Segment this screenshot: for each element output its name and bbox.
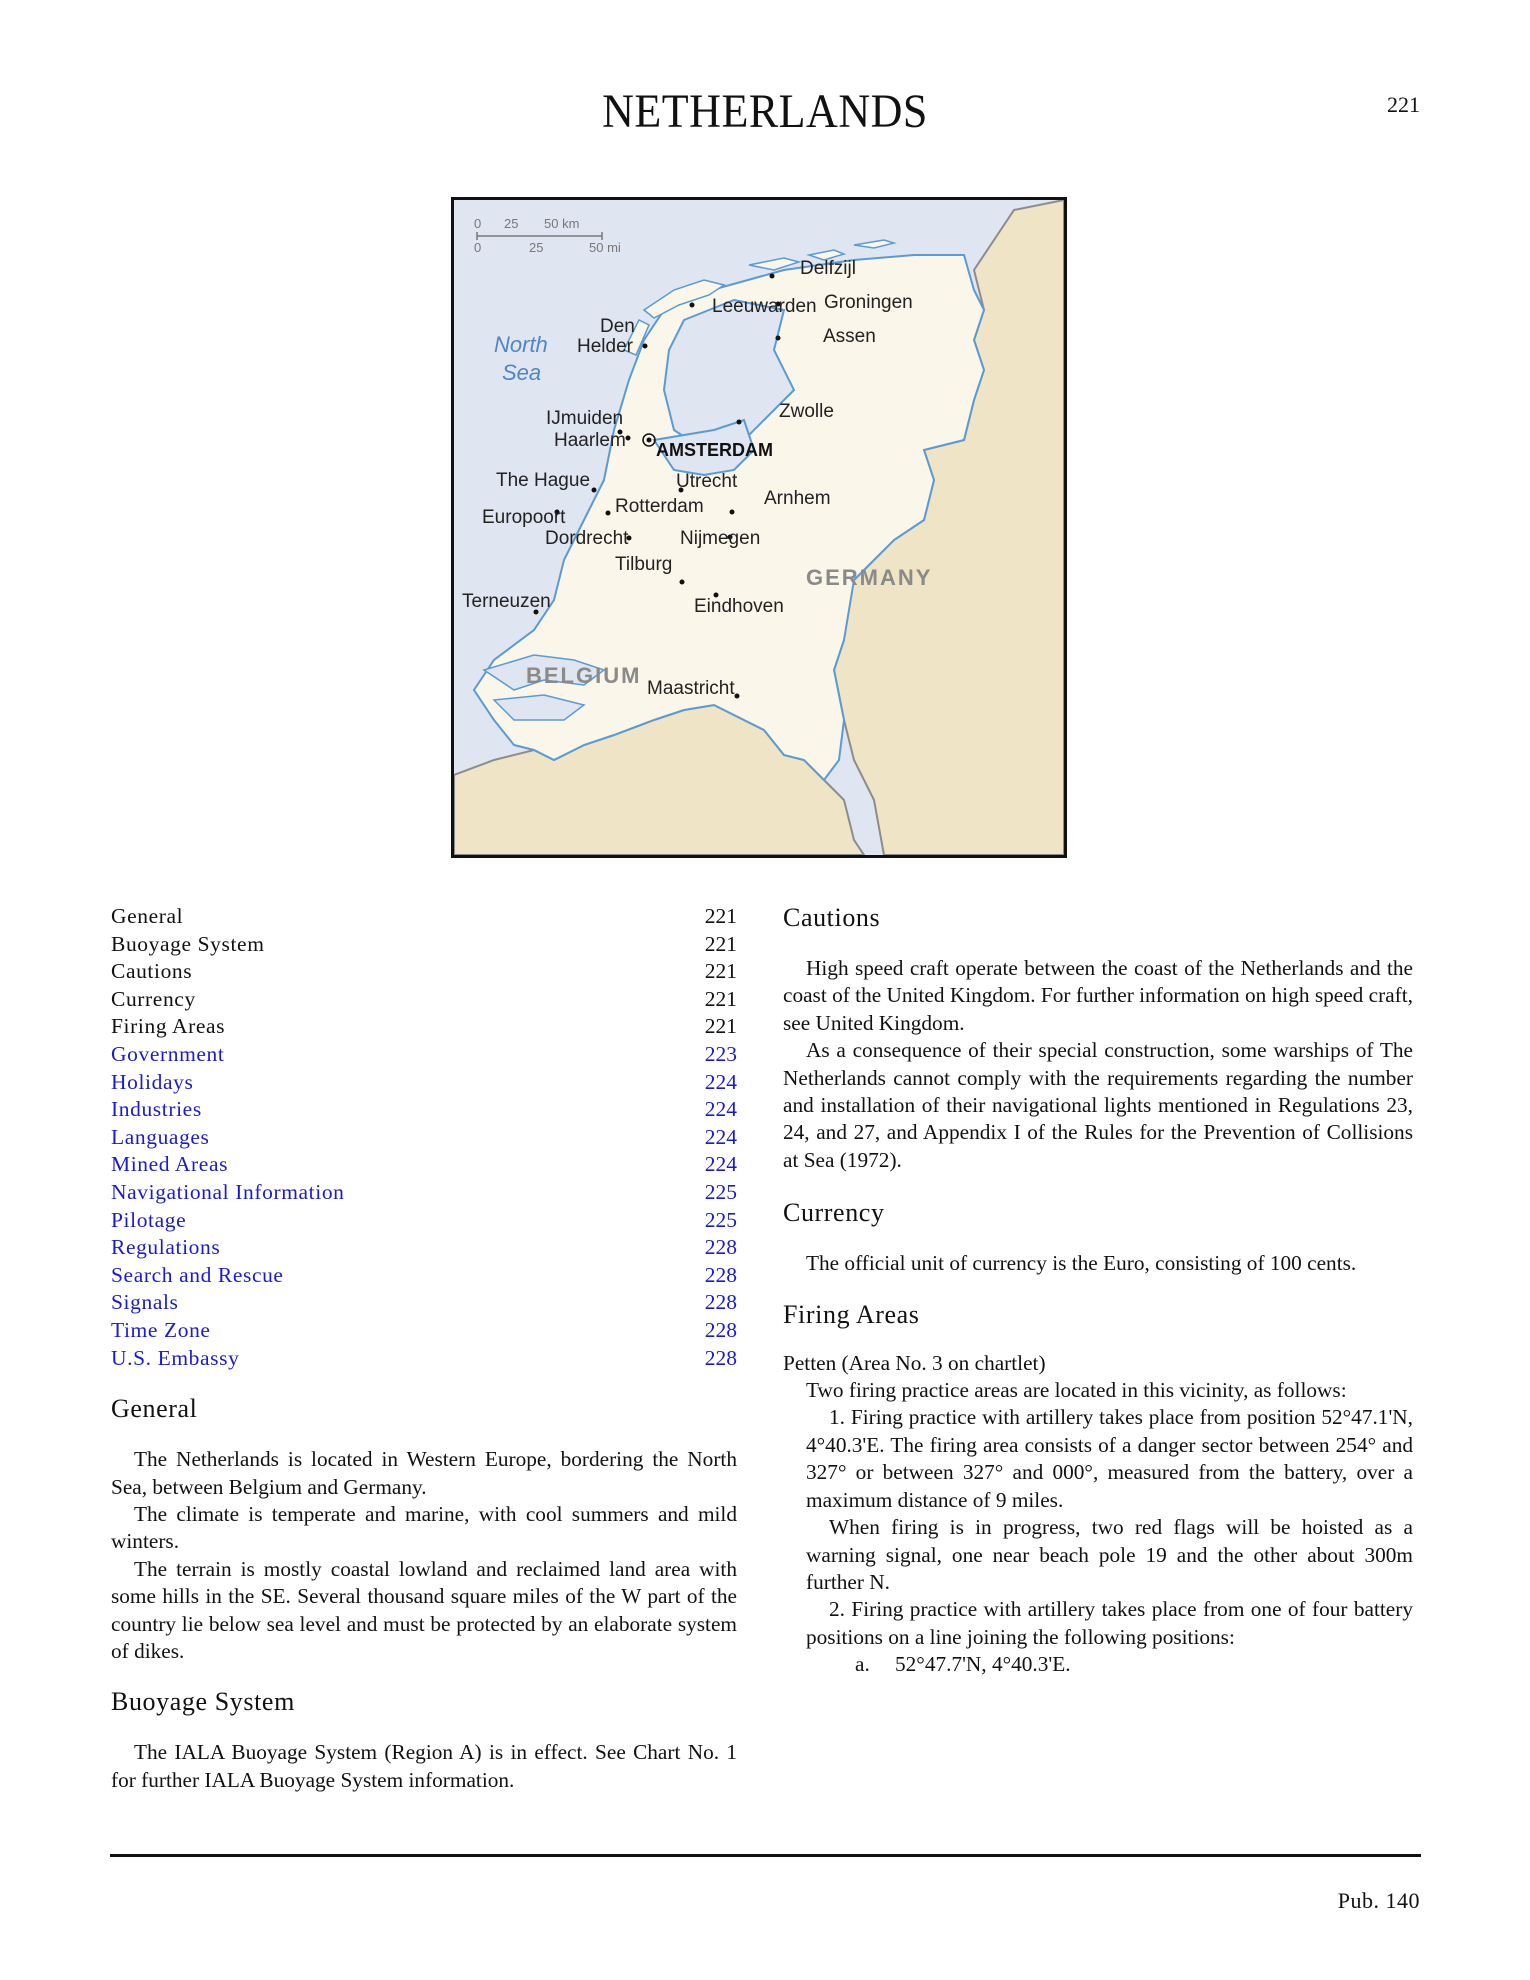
toc-link-government[interactable]: Government 223 <box>111 1041 737 1066</box>
page-title: NETHERLANDS <box>602 85 928 138</box>
svg-text:0: 0 <box>474 240 482 255</box>
right-column <box>783 903 1413 1679</box>
svg-text:Helder: Helder <box>577 336 633 357</box>
svg-text:Terneuzen: Terneuzen <box>462 591 551 612</box>
svg-text:Rotterdam: Rotterdam <box>615 496 704 517</box>
publication-label: Pub. 140 <box>1337 1888 1420 1913</box>
firing-area-item-1: 1. Firing practice with artillery takes place from position 52°47.1'N, 4°40.3'E. The firing area consists of a danger sector between 254° and 327° or between 327° and 000°, measured from the battery, over a maximum distance of 9 miles. <box>806 1405 1413 1512</box>
section-heading-firing-areas: Firing Areas <box>783 1299 920 1329</box>
toc-link-industries[interactable]: Industries 224 <box>111 1097 737 1122</box>
left-column <box>111 903 737 1794</box>
firing-areas-list <box>783 1404 1413 1651</box>
svg-text:Maastricht: Maastricht <box>647 678 735 699</box>
section-heading-general: General <box>111 1394 198 1424</box>
svg-text:Leeuwarden: Leeuwarden <box>712 296 817 317</box>
firing-area-item-1-note: When firing is in progress, two red flags will be hoisted as a warning signal, one near beach pole 19 and the other about 300m further N. <box>806 1515 1413 1594</box>
section-heading-buoyage: Buoyage System <box>111 1687 295 1717</box>
cautions-paragraph-1: High speed craft operate between the coast of the Netherlands and the coast of the United Kingdom. For further information on high speed craft, see United Kingdom. <box>783 956 1413 1035</box>
firing-area-item-2: 2. Firing practice with artillery takes place from one of four battery positions on a line joining the following positions: <box>806 1597 1413 1649</box>
section-heading-currency: Currency <box>783 1198 885 1228</box>
buoyage-paragraph-1: The IALA Buoyage System (Region A) is in effect. See Chart No. 1 for further IALA Buoyage System information. <box>111 1740 737 1792</box>
general-paragraph-2: The climate is temperate and marine, with cool summers and mild winters. <box>111 1501 737 1554</box>
svg-text:IJmuiden: IJmuiden <box>546 408 624 429</box>
cautions-paragraph-2: As a consequence of their special construction, some warships of The Netherlands cannot comply with the requirements regarding the number and installation of their navigational lights mentioned in Regulations 23, 24, and 27, and Appendix I of the Rules for the Prevention of Collisions at Sea (1972). <box>783 1038 1413 1172</box>
svg-text:Den: Den <box>600 316 635 337</box>
svg-text:50 km: 50 km <box>544 216 580 231</box>
svg-text:25: 25 <box>504 216 519 231</box>
north-sea-label-2: Sea <box>502 360 542 385</box>
svg-text:Groningen: Groningen <box>824 292 913 313</box>
toc-item-general[interactable]: General 221 <box>111 904 737 928</box>
svg-text:50 mi: 50 mi <box>589 240 621 255</box>
svg-text:Haarlem: Haarlem <box>554 430 626 451</box>
svg-text:Delfzijl: Delfzijl <box>800 258 856 279</box>
page-number: 221 <box>1387 92 1420 117</box>
svg-text:Eindhoven: Eindhoven <box>694 596 784 617</box>
svg-text:25: 25 <box>529 240 544 255</box>
table-of-contents <box>111 903 737 1372</box>
toc-link-us-embassy[interactable]: U.S. Embassy 228 <box>111 1345 737 1370</box>
coordinate-item-a: a. 52°47.7'N, 4°40.3'E. <box>855 1652 1071 1677</box>
toc-link-time-zone[interactable]: Time Zone 228 <box>111 1317 737 1342</box>
svg-text:Europoort: Europoort <box>482 507 566 528</box>
svg-text:Arnhem: Arnhem <box>764 488 831 509</box>
svg-text:Assen: Assen <box>823 326 876 347</box>
toc-link-languages[interactable]: Languages 224 <box>111 1124 737 1149</box>
general-paragraph-1: The Netherlands is located in Western Europe, bordering the North Sea, between Belgium and Germany. <box>111 1447 737 1499</box>
firing-areas-intro: Two firing practice areas are located in this vicinity, as follows: <box>806 1378 1347 1403</box>
toc-link-pilotage[interactable]: Pilotage 225 <box>111 1207 737 1232</box>
toc-item-currency[interactable]: Currency 221 <box>111 986 737 1011</box>
toc-link-holidays[interactable]: Holidays 224 <box>111 1069 737 1094</box>
svg-text:Utrecht: Utrecht <box>676 471 738 492</box>
firing-areas-subheading: Petten (Area No. 3 on chartlet) <box>783 1350 1046 1375</box>
germany-label: GERMANY <box>806 565 933 590</box>
svg-text:0: 0 <box>474 216 482 231</box>
netherlands-map <box>451 197 1067 858</box>
general-paragraph-3: The terrain is mostly coastal lowland and reclaimed land area with some hills in the SE. Several thousand square miles of the W part of the country lie below sea level and must be protected by an elaborate system of dikes. <box>111 1556 737 1663</box>
toc-link-search-and-rescue[interactable]: Search and Rescue 228 <box>111 1262 737 1287</box>
toc-item-firing-areas[interactable]: Firing Areas 221 <box>111 1014 737 1039</box>
toc-item-cautions[interactable]: Cautions 221 <box>111 959 737 984</box>
svg-text:Dordrecht: Dordrecht <box>545 528 629 549</box>
belgium-label: BELGIUM <box>526 663 642 688</box>
toc-link-regulations[interactable]: Regulations 228 <box>111 1235 737 1260</box>
toc-item-buoyage-system[interactable]: Buoyage System 221 <box>111 931 737 956</box>
svg-text:Zwolle: Zwolle <box>779 401 834 422</box>
currency-paragraph-1: The official unit of currency is the Euro, consisting of 100 cents. <box>806 1251 1357 1276</box>
toc-link-mined-areas[interactable]: Mined Areas 224 <box>111 1152 737 1177</box>
toc-link-signals[interactable]: Signals 228 <box>111 1290 737 1315</box>
svg-text:Nijmegen: Nijmegen <box>680 528 761 549</box>
footer-divider <box>110 1854 1421 1857</box>
toc-link-navigational-information[interactable]: Navigational Information 225 <box>111 1179 737 1204</box>
capital-label: AMSTERDAM <box>656 440 773 460</box>
section-heading-cautions: Cautions <box>783 903 881 932</box>
svg-text:The Hague: The Hague <box>496 470 591 491</box>
svg-text:Tilburg: Tilburg <box>615 554 673 575</box>
north-sea-label: North <box>494 332 548 357</box>
